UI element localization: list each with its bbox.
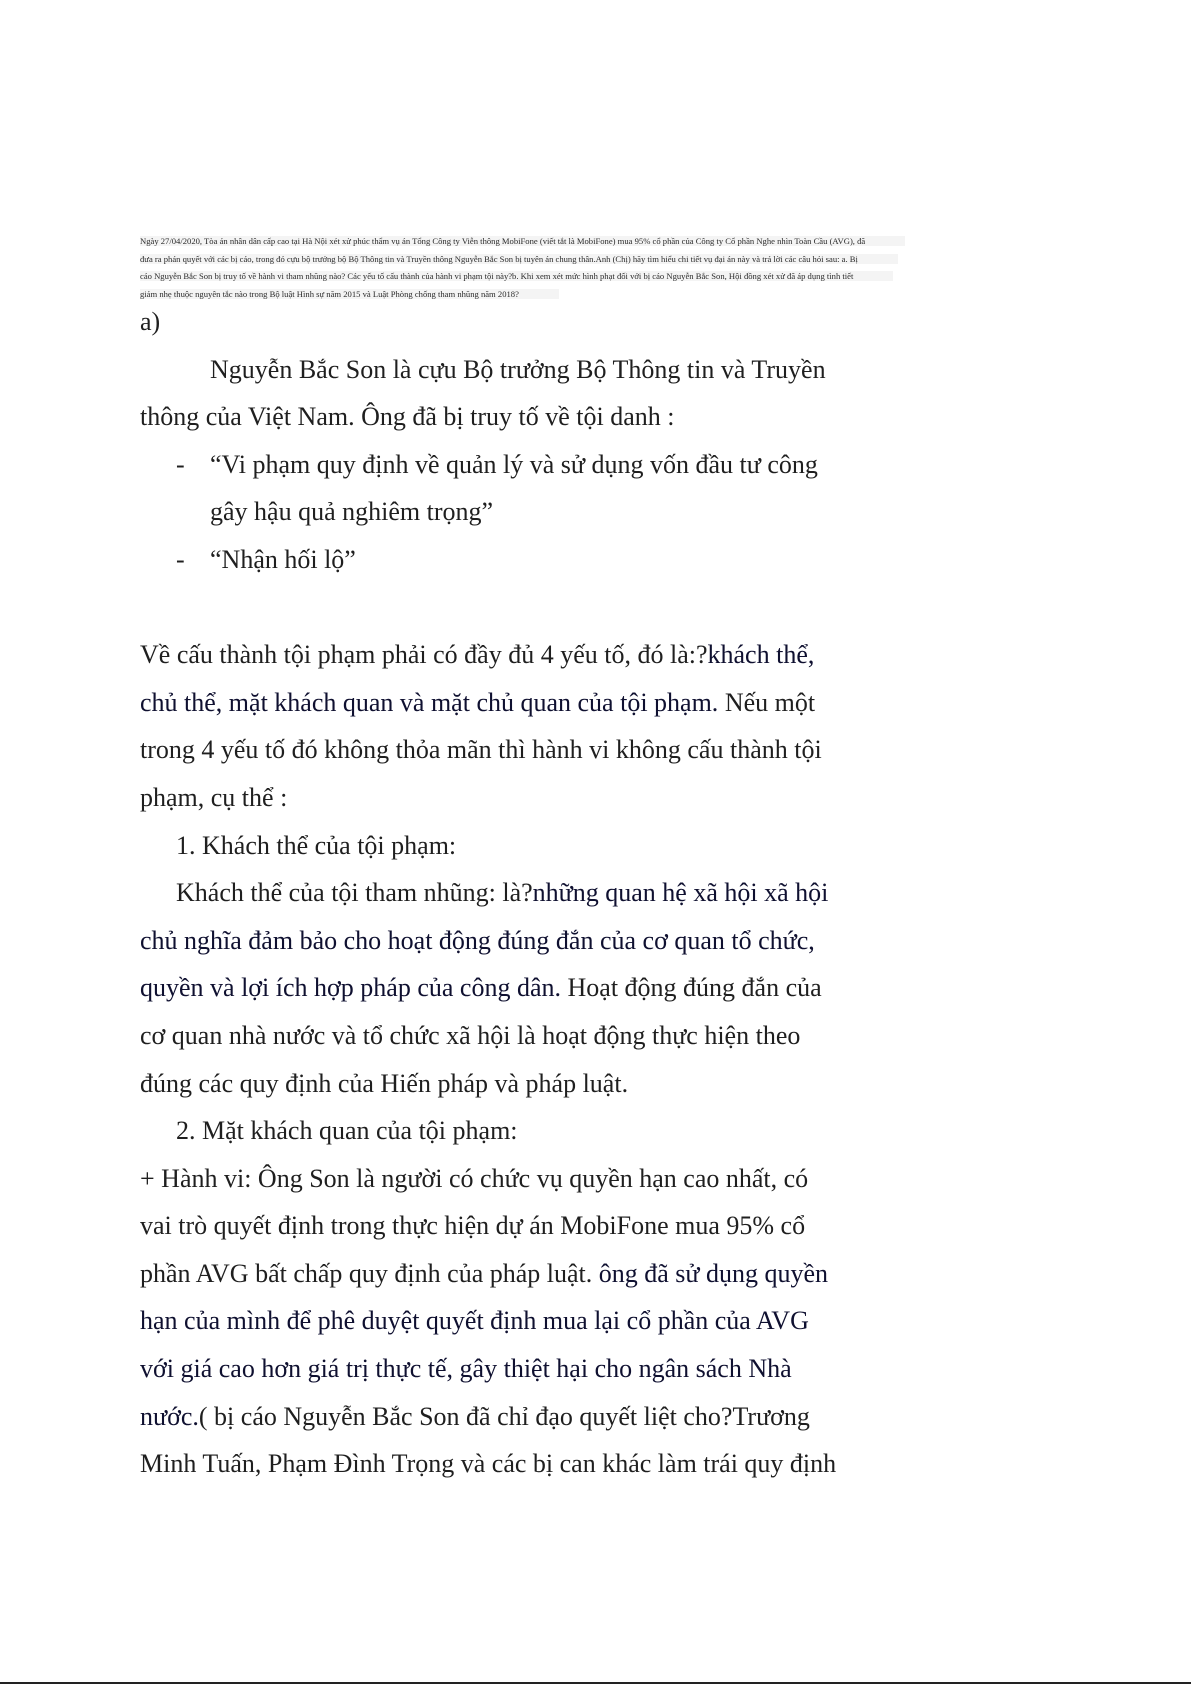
objective-line: vai trò quyết định trong thực hiện dự án MobiFone mua 95% cổ <box>140 1211 806 1241</box>
elements-line: phạm, cụ thể : <box>140 782 288 812</box>
charge-text: “Nhận hối lộ” <box>210 544 356 574</box>
charge-text-continued: gây hậu quả nghiêm trọng” <box>210 497 494 527</box>
intro-line: thông của Việt Nam. Ông đã bị truy tố về tội danh : <box>140 402 675 432</box>
objective-line: hạn của mình để phê duyệt quyết định mua lại cổ phần của AVG <box>140 1306 809 1336</box>
charge-item <box>140 441 900 489</box>
dash-bullet: - <box>176 449 185 479</box>
paragraph-spacer <box>140 584 900 632</box>
object-line: đúng các quy định của Hiến pháp và pháp luật. <box>140 1068 629 1098</box>
objective-line: phần AVG bất chấp quy định của pháp luật. ông đã sử dụng quyền <box>140 1258 829 1288</box>
object-line: chủ nghĩa đảm bảo cho hoạt động đúng đắn của cơ quan tổ chức, <box>140 925 815 955</box>
dash-bullet: - <box>176 544 185 574</box>
objective-line: + Hành vi: Ông Son là người có chức vụ quyền hạn cao nhất, có <box>140 1163 809 1193</box>
elements-line: trong 4 yếu tố đó không thỏa mãn thì hành vi không cấu thành tội <box>140 735 822 765</box>
answer-body <box>140 298 900 1488</box>
elements-line: Về cấu thành tội phạm phải có đầy đủ 4 yếu tố, đó là:?khách thể, <box>140 640 815 670</box>
object-line: quyền và lợi ích hợp pháp của công dân. Hoạt động đúng đắn của <box>140 973 822 1003</box>
question-line: cáo Nguyễn Bắc Son bị truy tố về hành vi tham nhũng nào? Các yếu tố cấu thành của hành vi phạm tội này?b. Khi xem xét mức hình phạt đối với bị cáo Nguyễn Bắc Son, Hội đồng xét xử đã áp dụng tình tiết <box>140 268 1045 286</box>
object-heading: 1. Khách thể của tội phạm: <box>176 830 457 860</box>
intro-line: Nguyễn Bắc Son là cựu Bộ trưởng Bộ Thông tin và Truyền <box>210 354 826 384</box>
page-bottom-rule <box>0 1682 1191 1684</box>
question-line: đưa ra phán quyết với các bị cáo, trong đó cựu bộ trưởng bộ Bộ Thông tin và Truyền thông Nguyễn Bắc Son bị tuyên án chung thân.Anh (Chị) hãy tìm hiểu chi tiết vụ đại án này và trả lời các câu hỏi sau: a. Bị <box>140 251 1045 269</box>
question-block <box>140 233 1045 303</box>
objective-line: nước.( bị cáo Nguyễn Bắc Son đã chỉ đạo quyết liệt cho?Trương <box>140 1401 810 1431</box>
object-line: Khách thể của tội tham nhũng: là?những quan hệ xã hội xã hội <box>176 878 829 908</box>
question-line: giảm nhẹ thuộc nguyên tắc nào trong Bộ luật Hình sự năm 2015 và Luật Phòng chống tham nhũng năm 2018? <box>140 286 1045 304</box>
charge-item <box>140 536 900 584</box>
elements-line: chủ thể, mặt khách quan và mặt chủ quan của tội phạm. Nếu một <box>140 687 816 717</box>
section-label: a) <box>140 307 161 336</box>
objective-line: Minh Tuấn, Phạm Đình Trọng và các bị can khác làm trái quy định <box>140 1449 837 1479</box>
objective-heading: 2. Mặt khách quan của tội phạm: <box>176 1116 518 1146</box>
objective-line: với giá cao hơn giá trị thực tế, gây thiệt hại cho ngân sách Nhà <box>140 1354 792 1384</box>
object-line: cơ quan nhà nước và tổ chức xã hội là hoạt động thực hiện theo <box>140 1020 801 1050</box>
charge-text: “Vi phạm quy định về quản lý và sử dụng vốn đầu tư công <box>210 449 818 479</box>
question-line: Ngày 27/04/2020, Tòa án nhân dân cấp cao tại Hà Nội xét xử phúc thẩm vụ án Tổng Công ty Viễn thông MobiFone (viết tắt là MobiFone) mua 95% cổ phần của Công ty Cổ phần Nghe nhìn Toàn Cầu (AVG), đã <box>140 233 1045 251</box>
